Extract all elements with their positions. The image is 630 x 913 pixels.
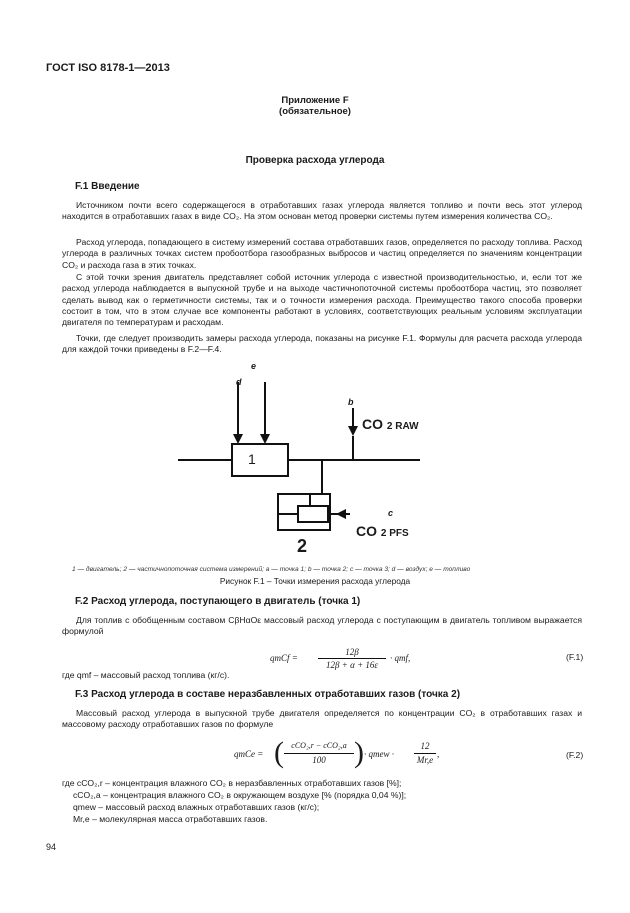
figure-legend: 1 — двигатель; 2 — частичнопоточная система измерений; a — точка 1; b — точка 2; c — точка 3; d — воздух; e — топливо <box>72 566 471 573</box>
co2-pfs-label: CO 2 PFS <box>356 523 409 539</box>
page-number: 94 <box>46 842 57 852</box>
section-title: Проверка расхода углерода <box>245 155 385 166</box>
f1-heading: F.1 Введение <box>75 181 140 192</box>
f2-text: Для топлив с обобщенным составом CβHαOε массовый расход углерода с поступающим в двигатель топливом выражается формулой <box>62 615 582 637</box>
pfs-inner-box <box>298 506 328 522</box>
f1-paragraph-3: С этой точки зрения двигатель представляет собой источник углерода с известной производительностью, и, если тот же расход углерода наблюдается в выпускной трубе и на выходе частичнопоточной системы пробоотбора частиц, это позволяет сделать вывод как о герметичности системы, так и о точности измерения расхода. Преимущество такого способа проверки состоит в том, что в этом случае все компоненты работают в условиях, соответствующих реальным условиям эксплуатации двигателя по температурам и расходам. <box>62 272 582 328</box>
f1-paragraph-4: Точки, где следует производить замеры расхода углерода, показаны на рисунке F.1. Формулы для расчета расхода углерода для каждой точки приведены в F.2—F.4. <box>62 333 582 355</box>
label-b: b <box>348 397 354 407</box>
f1-paragraph-1: Источником почти всего содержащегося в отработавших газах углерода является топливо и почти весь этот углерод находится в отработавших газах в виде CO₂. На этом основан метод проверки системы путем измерения количества CO₂. <box>62 200 582 222</box>
figure-caption: Рисунок F.1 – Точки измерения расхода углерода <box>219 576 411 586</box>
f3-where-1: где cCO₂,r – концентрация влажного CO₂ в неразбавленных отработавших газов [%]; <box>62 778 402 788</box>
annex-status: (обязательное) <box>279 106 351 117</box>
f2-heading: F.2 Расход углерода, поступающего в двигатель (точка 1) <box>75 596 361 607</box>
label-engine-1: 1 <box>248 451 256 467</box>
annex-title: Приложение F <box>281 95 349 106</box>
engine-box <box>232 444 288 476</box>
label-e: e <box>251 361 257 371</box>
carbon-flow-diagram <box>170 360 460 560</box>
formula-number-f2: (F.2) <box>566 750 584 760</box>
label-d: d <box>236 377 242 387</box>
formula-number-f1: (F.1) <box>566 652 584 662</box>
label-c: c <box>388 508 394 518</box>
label-pfs-2: 2 <box>297 536 308 556</box>
f3-where-2: cCO₂,a – концентрация влажного CO₂ в окружающем воздухе [% (порядка 0,04 %)]; <box>73 790 407 800</box>
f3-where-4: Mr,e – молекулярная масса отработавших газов. <box>73 814 268 824</box>
f2-where: где qmf – массовый расход топлива (кг/с). <box>62 670 230 680</box>
f3-where-3: qmew – массовый расход влажных отработавших газов (кг/с); <box>73 802 320 812</box>
standard-header: ГОСТ ISO 8178-1—2013 <box>46 62 170 74</box>
f3-text: Массовый расход углерода в выпускной трубе двигателя определяется по концентрации CO₂ в отработавших газах и массовому расходу отработавших газов по формуле <box>62 708 582 730</box>
co2-raw-label: CO 2 RAW <box>362 416 419 432</box>
f3-heading: F.3 Расход углерода в составе неразбавленных отработавших газов (точка 2) <box>75 689 461 700</box>
f1-paragraph-2: Расход углерода, попадающего в систему измерений состава отработавших газов, определяется по расходу топлива. Расход углерода в различных точках систем пробоотбора газообразных выбросов и частиц определяется по значениям концентрации CO₂ и расхода газа в этих точках. <box>62 237 582 270</box>
